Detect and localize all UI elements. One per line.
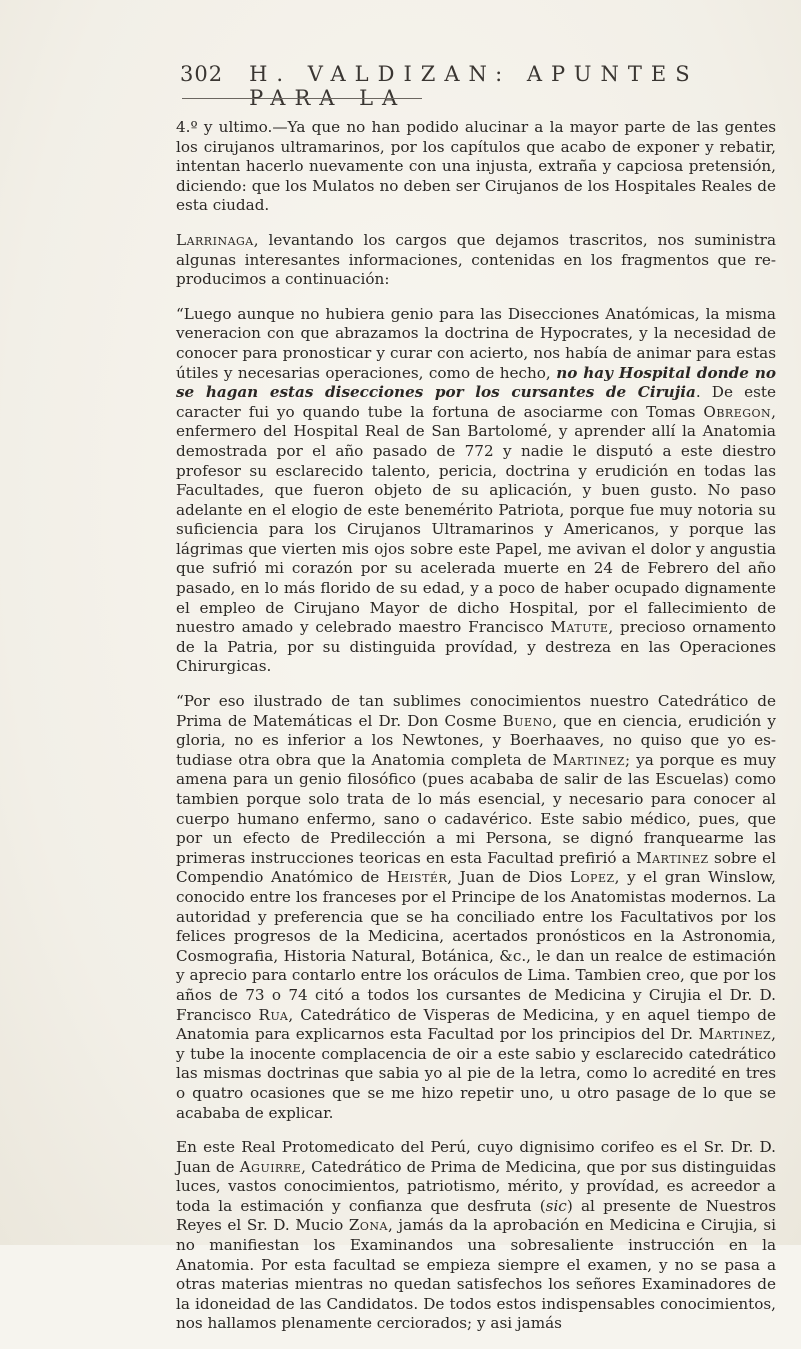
text-run: , que en ciencia, erudición y gloria, no es inferior a los Newtones, y Boerhaaves, no quiso que yo estudiase otra obra que la Anatomia completa de — [176, 711, 776, 769]
running-title: H. VALDIZAN: APUNTES PARA LA — [249, 62, 699, 110]
text-run: 4.º y ultimo.—Ya que no han podido alucinar a la mayor parte de las gentes los cirujanos ultramarinos, por los capítulos que acabo de exponer y rebatir, intentan hacerlo nuevamente con una injusta, extraña y capciosa pretensión, diciendo: que los Mulatos no deben ser Cirujanos de los Hospitales Reales de esta ciudad. — [176, 118, 776, 215]
text-run: sic — [545, 1196, 567, 1215]
text-run: , Catedrático de Prima de Medicina, que por sus distinguidas luces, vastos conocimientos, patriotismo, mérito, y provídad, es acreedor a toda la estimación y confianza que desfruta ( — [176, 1157, 776, 1215]
paragraph — [176, 231, 776, 290]
text-run: Obregon — [703, 402, 772, 421]
text-run: En este Real Protomedicato del Perú, cuyo dignisimo corifeo es el Sr. Dr. D. Juan de — [176, 1138, 776, 1176]
text-run: Heistér — [386, 868, 448, 887]
paragraph — [176, 118, 776, 216]
paragraph — [176, 692, 776, 1123]
text-run: ; ya porque es muy amena para un genio filosófico (pues acababa de salir de las Escuelas) como tambien porque solo trata de lo más esencial, y necesario para conocer al cuerpo humano enfermo, sano o cadavérico. Este sabio médico, pues, que por un efecto de Predilección a mi Persona, se dignó franquearme las primeras instrucciones teoricas en esta Facultad prefirió a — [176, 750, 776, 867]
text-run: Martinez — [698, 1025, 772, 1044]
page-number: 302 — [180, 62, 224, 86]
header-rule — [182, 98, 422, 99]
text-run: Matute — [550, 618, 609, 637]
text-run: , Juan de Dios — [447, 868, 570, 887]
text-run: Larrinaga — [176, 230, 254, 249]
text-run: Aguirre — [239, 1157, 302, 1176]
text-run: , jamás da la aprobación en Medicina e Cirujia, si no manifiestan los Examinandos una sobresaliente instrucción en la Anatomia. Por esta facultad se empieza siempre el examen, y no se pasa a otras materias mientras no quedan satisfechos los señores Examinadores de la idoneidad de las Candidatos. De todos estos indispensables conocimientos, nos hallamos plenamente cerciorados; y asi jamás — [176, 1216, 776, 1333]
body-text — [176, 118, 776, 1349]
text-run: Bueno — [502, 711, 553, 730]
text-run: , y el gran Winslow, conocido entre los franceses por el Principe de los Anatomistas modernos. La autoridad y preferencia que se ha conciliado entre los Facultativos por los felices progresos de la Medicina, acertados pronósticos en la Astronomia, Cosmografia, Historia Natural, Botánica, &c., le dan un realce de estimación y aprecio para contarlo entre los oráculos de Lima. Tambien creo, que por los años de 73 o 74 citó a todos los cursantes de Medicina y Cirujia el Dr. D. Francisco — [176, 868, 776, 1024]
text-run: no hay Hospital donde no se hagan estas disecciones por los cursantes de Cirujia — [176, 363, 776, 402]
text-run: Martinez — [636, 848, 709, 867]
text-run: , enfermero del Hospital Real de San Bartolomé, y aprender allí la Anatomia demostrada por el año pasado de 772 y nadie le disputó a este diestro profesor su esclarecido talento, pericia, doctrina y erudición en todas las Facultades, que fueron objeto de su aplicación, y buen gusto. No paso adelante en el elogio de este benemérito Patriota, porque fue muy notoria su suficiencia para los Cirujanos Ultramarinos y Americanos, y porque las lágrimas que vierten mis ojos sobre este Papel, me avivan el dolor y angustia que sufrió mi corazón por su acelerada muerte en 24 de Febrero del año pasado, en lo más florido de su edad, y a poco de haber ocupado dignamente el empleo de Cirujano Mayor de dicho Hospital, por el fallecimiento de nuestro amado y celebrado maestro Francisco — [176, 402, 776, 637]
text-run: Martinez — [552, 750, 626, 769]
text-run: “Luego aunque no hubiera genio para las Disecciones Anatómicas, la misma veneracion con que abrazamos la doctrina de Hypocrates, y la necesidad de conocer para pronosticar y curar con acierto, nos había de animar para estas útiles y necesarias operaciones, como de hecho, — [176, 304, 776, 382]
paragraph — [176, 305, 776, 677]
text-run: Lopez — [569, 868, 615, 887]
text-run: ) al presente de Nuestros Reyes el Sr. D. Mucio — [176, 1196, 776, 1235]
text-run: Zona — [348, 1216, 388, 1235]
text-run: . De este caracter fui yo quando tube la fortuna de asociarme con Tomas — [176, 383, 776, 421]
text-run: “Por eso ilustrado de tan sublimes conocimientos nuestro Catedrático de Prima de Matemáticas el Dr. Don Cosme — [176, 692, 776, 730]
text-run: Rua — [258, 1005, 289, 1024]
text-run: , precioso ornamento de la Patria, por su distinguida provídad, y destreza en las Operaciones Chirurgicas. — [176, 618, 777, 676]
text-run: , levantando los cargos que dejamos trascritos, nos suministra algunas interesantes informaciones, contenidas en los fragmentos que reproducimos a continuación: — [176, 230, 776, 289]
text-run: , y tube la inocente complacencia de oir a este sabio y esclarecido catedrático las mismas doctrinas que sabia yo al pie de la letra, como lo acredité en tres o quatro ocasiones que se me hizo repetir uno, u otro pasage de lo que se acababa de explicar. — [176, 1025, 776, 1122]
text-run: sobre el Compendio Anatómico de — [176, 848, 776, 887]
text-run: , Catedrático de Visperas de Medicina, y en aquel tiempo de Anatomia para explicarnos esta Facultad por los principios del Dr. — [176, 1005, 776, 1044]
running-header — [180, 62, 785, 110]
paragraph — [176, 1138, 776, 1334]
